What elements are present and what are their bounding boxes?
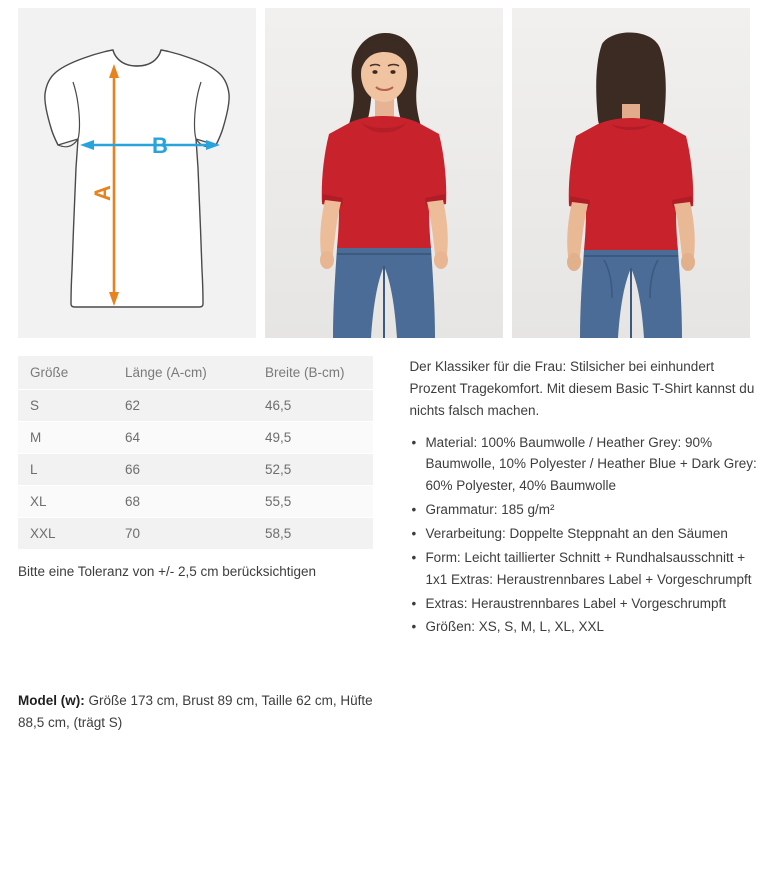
product-details xyxy=(0,338,777,734)
model-info-text: Größe 173 cm, Brust 89 cm, Taille 62 cm, Hüfte 88,5 cm, (trägt S) xyxy=(18,693,373,731)
table-row xyxy=(18,454,373,486)
cell-length: 70 xyxy=(113,518,253,550)
list-item: • Grammatur: 185 g/m² xyxy=(409,499,759,521)
diagram-label-width: B xyxy=(152,133,168,158)
cell-width: 58,5 xyxy=(253,518,373,550)
list-item: • Größen: XS, S, M, L, XL, XXL xyxy=(409,616,759,638)
size-table-header-length: Länge (A-cm) xyxy=(113,356,253,390)
cell-width: 55,5 xyxy=(253,486,373,518)
cell-size: S xyxy=(18,390,113,422)
table-row xyxy=(18,486,373,518)
cell-size: XXL xyxy=(18,518,113,550)
cell-width: 52,5 xyxy=(253,454,373,486)
cell-length: 62 xyxy=(113,390,253,422)
size-table-header-width: Breite (B-cm) xyxy=(253,356,373,390)
model-info-label: Model (w): xyxy=(18,693,85,709)
cell-size: L xyxy=(18,454,113,486)
cell-size: M xyxy=(18,422,113,454)
cell-length: 66 xyxy=(113,454,253,486)
size-info-column xyxy=(18,356,387,734)
size-table-header-row xyxy=(18,356,373,390)
cell-width: 46,5 xyxy=(253,390,373,422)
size-table-header-size: Größe xyxy=(18,356,113,390)
model-front-view xyxy=(265,8,503,338)
model-back-view xyxy=(512,8,750,338)
table-row xyxy=(18,390,373,422)
list-item: • Form: Leicht taillierter Schnitt + Rundhalsausschnitt + 1x1 Extras: Heraustrennbares Label + Vorgeschrumpft xyxy=(409,547,759,591)
list-item: • Extras: Heraustrennbares Label + Vorgeschrumpft xyxy=(409,593,759,615)
cell-width: 49,5 xyxy=(253,422,373,454)
list-item: • Material: 100% Baumwolle / Heather Grey: 90% Baumwolle, 10% Polyester / Heather Blue + Dark Grey: 60% Polyester, 40% Baumwolle xyxy=(409,432,759,498)
cell-length: 64 xyxy=(113,422,253,454)
description-column xyxy=(409,356,759,734)
cell-size: XL xyxy=(18,486,113,518)
product-image-row xyxy=(0,0,777,338)
description-intro: Der Klassiker für die Frau: Stilsicher bei einhundert Prozent Tragekomfort. Mit diesem Basic T-Shirt kannst du nichts falsch machen. xyxy=(409,359,755,418)
feature-list xyxy=(409,432,759,639)
t-shirt-measurement-diagram xyxy=(18,8,256,338)
model-info xyxy=(18,690,378,734)
list-item: • Verarbeitung: Doppelte Steppnaht an den Säumen xyxy=(409,523,759,545)
table-row xyxy=(18,518,373,550)
tolerance-note: Bitte eine Toleranz von +/- 2,5 cm berücksichtigen xyxy=(18,564,317,579)
diagram-label-length: A xyxy=(90,185,115,201)
cell-length: 68 xyxy=(113,486,253,518)
size-table xyxy=(18,356,373,550)
table-row xyxy=(18,422,373,454)
